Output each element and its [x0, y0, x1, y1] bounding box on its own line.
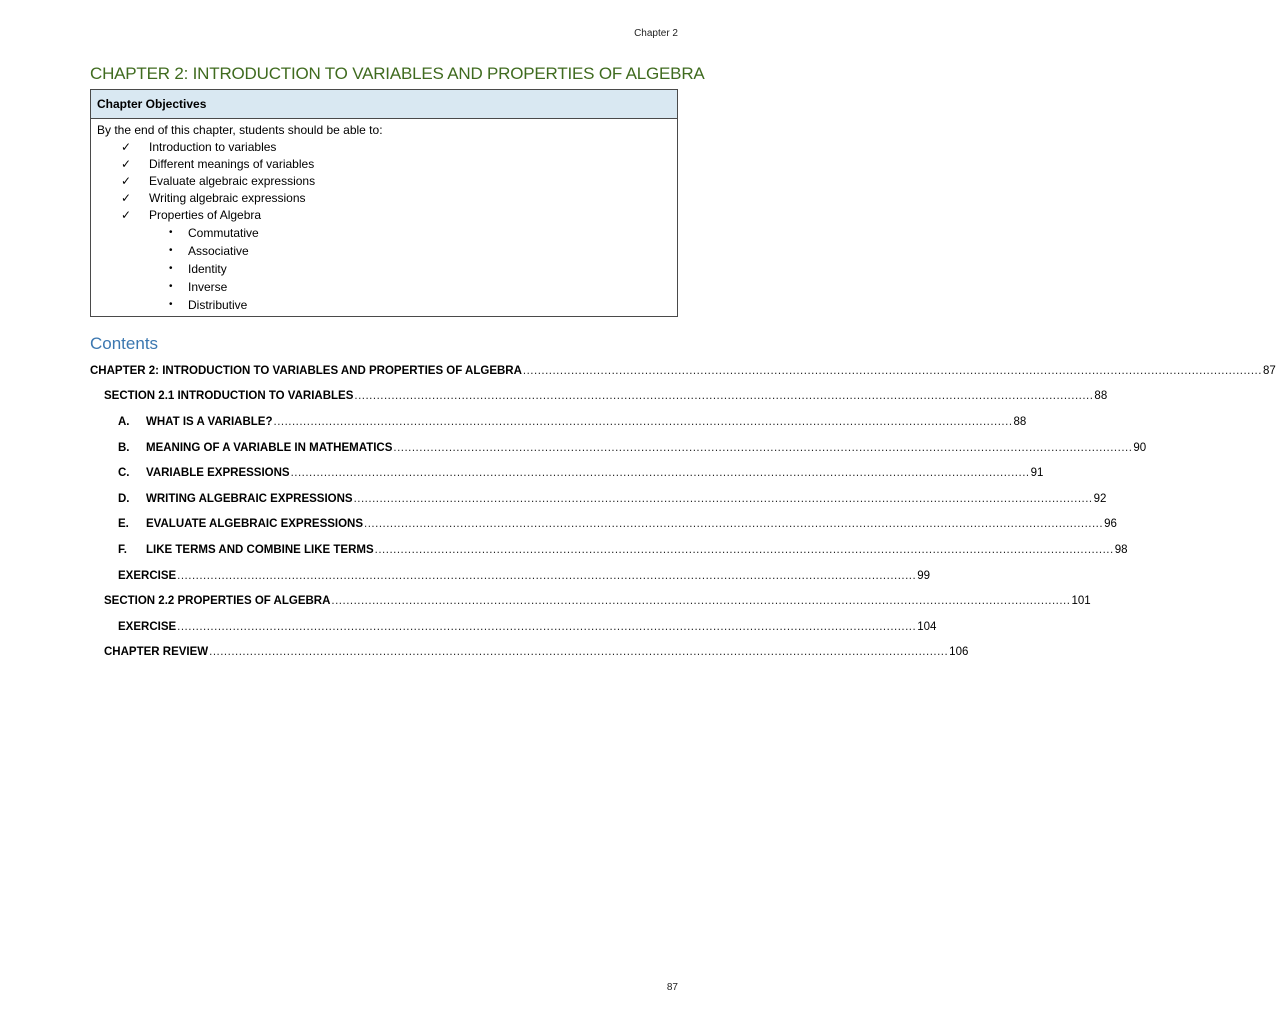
toc-label: CHAPTER 2: INTRODUCTION TO VARIABLES AND PROPERTIES OF ALGEBRA	[90, 364, 522, 377]
toc-page-number: 101	[1071, 595, 1091, 608]
toc-label: WRITING ALGEBRAIC EXPRESSIONS	[146, 492, 353, 505]
toc-label: EXERCISE	[118, 620, 177, 633]
property-item: • Identity	[169, 262, 227, 276]
toc-entry-subsection[interactable]	[90, 460, 1044, 486]
toc-label: EXERCISE	[118, 569, 177, 582]
property-item: • Associative	[169, 244, 249, 258]
checkmark-icon: ✓	[121, 208, 132, 222]
objective-item: ✓ Writing algebraic expressions	[121, 191, 306, 205]
property-item: • Distributive	[169, 298, 248, 312]
toc-dot-leader: ........................................................................................................................................................................................................	[290, 467, 1030, 480]
toc-label: WHAT IS A VARIABLE?	[146, 415, 273, 428]
toc-label: SECTION 2.1 INTRODUCTION TO VARIABLES	[104, 390, 354, 403]
toc-page-number: 104	[917, 620, 937, 633]
toc-dot-leader: ........................................................................................................................................................................................................	[273, 415, 1013, 428]
table-of-contents	[90, 358, 1276, 665]
toc-entry-section[interactable]	[90, 588, 1091, 614]
chapter-title: CHAPTER 2: INTRODUCTION TO VARIABLES AND PROPERTIES OF ALGEBRA	[90, 64, 705, 83]
toc-dot-leader: ........................................................................................................................................................................................................	[177, 620, 917, 633]
properties-sublist	[97, 224, 671, 314]
toc-dot-leader: ........................................................................................................................................................................................................	[364, 518, 1104, 531]
toc-dot-leader: ........................................................................................................................................................................................................	[393, 441, 1133, 454]
toc-label: VARIABLE EXPRESSIONS	[146, 467, 290, 480]
toc-dot-leader: ........................................................................................................................................................................................................	[353, 492, 1093, 505]
toc-entry-subsection[interactable]	[90, 512, 1117, 538]
toc-page-number: 91	[1030, 467, 1044, 480]
objective-item: ✓ Introduction to variables	[121, 140, 277, 154]
toc-label: LIKE TERMS AND COMBINE LIKE TERMS	[146, 543, 374, 556]
objective-item: ✓ Properties of Algebra	[121, 208, 262, 222]
chapter-objectives-box	[90, 89, 678, 317]
toc-entry-exercise[interactable]	[90, 614, 937, 640]
toc-page-number: 87	[1262, 364, 1276, 377]
toc-label: EVALUATE ALGEBRAIC EXPRESSIONS	[146, 518, 364, 531]
objective-item: ✓ Evaluate algebraic expressions	[121, 174, 316, 188]
toc-letter: D.	[118, 492, 130, 505]
toc-label: SECTION 2.2 PROPERTIES OF ALGEBRA	[104, 595, 331, 608]
bullet-icon: •	[169, 227, 173, 238]
toc-dot-leader: ........................................................................................................................................................................................................	[374, 543, 1114, 556]
toc-entry-section[interactable]	[90, 384, 1108, 410]
toc-page-number: 90	[1133, 441, 1147, 454]
toc-letter: E.	[118, 518, 129, 531]
property-item: • Commutative	[169, 226, 259, 240]
toc-dot-leader: ........................................................................................................................................................................................................	[354, 390, 1094, 403]
objectives-heading: Chapter Objectives	[91, 90, 677, 119]
toc-label: CHAPTER REVIEW	[104, 646, 209, 659]
property-item: • Inverse	[169, 280, 228, 294]
toc-entry-subsection[interactable]	[90, 537, 1128, 563]
bullet-icon: •	[169, 281, 173, 292]
toc-page-number: 98	[1114, 543, 1128, 556]
toc-label: MEANING OF A VARIABLE IN MATHEMATICS	[146, 441, 393, 454]
toc-dot-leader: ........................................................................................................................................................................................................	[522, 364, 1262, 377]
objective-item: ✓ Different meanings of variables	[121, 157, 315, 171]
toc-page-number: 88	[1013, 415, 1027, 428]
toc-entry-subsection[interactable]	[90, 435, 1147, 461]
toc-letter: F.	[118, 543, 127, 556]
objectives-intro: By the end of this chapter, students should be able to:	[97, 123, 383, 137]
bullet-icon: •	[169, 245, 173, 256]
toc-entry-subsection[interactable]	[90, 409, 1027, 435]
objectives-body	[91, 119, 677, 316]
toc-page-number: 96	[1104, 518, 1117, 531]
toc-letter: B.	[118, 441, 130, 454]
checkmark-icon: ✓	[121, 140, 132, 154]
toc-page-number: 99	[917, 569, 930, 582]
toc-dot-leader: ........................................................................................................................................................................................................	[209, 646, 949, 659]
toc-dot-leader: ........................................................................................................................................................................................................	[331, 595, 1071, 608]
toc-entry-chapter-review[interactable]	[90, 640, 969, 666]
toc-letter: C.	[118, 467, 130, 480]
checkmark-icon: ✓	[121, 174, 132, 188]
checkmark-icon: ✓	[121, 191, 132, 205]
objectives-list	[97, 139, 671, 224]
contents-title: Contents	[90, 334, 159, 353]
toc-entry-chapter[interactable]	[90, 358, 1276, 384]
toc-dot-leader: ........................................................................................................................................................................................................	[177, 569, 917, 582]
toc-entry-exercise[interactable]	[90, 563, 930, 589]
toc-page-number: 88	[1094, 390, 1108, 403]
bullet-icon: •	[169, 299, 173, 310]
toc-page-number: 106	[949, 646, 969, 659]
toc-letter: A.	[118, 415, 130, 428]
toc-entry-subsection[interactable]	[90, 486, 1107, 512]
toc-page-number: 92	[1093, 492, 1107, 505]
bullet-icon: •	[169, 263, 173, 274]
page-number: 87	[666, 982, 678, 993]
checkmark-icon: ✓	[121, 157, 132, 171]
running-header: Chapter 2	[634, 28, 678, 39]
